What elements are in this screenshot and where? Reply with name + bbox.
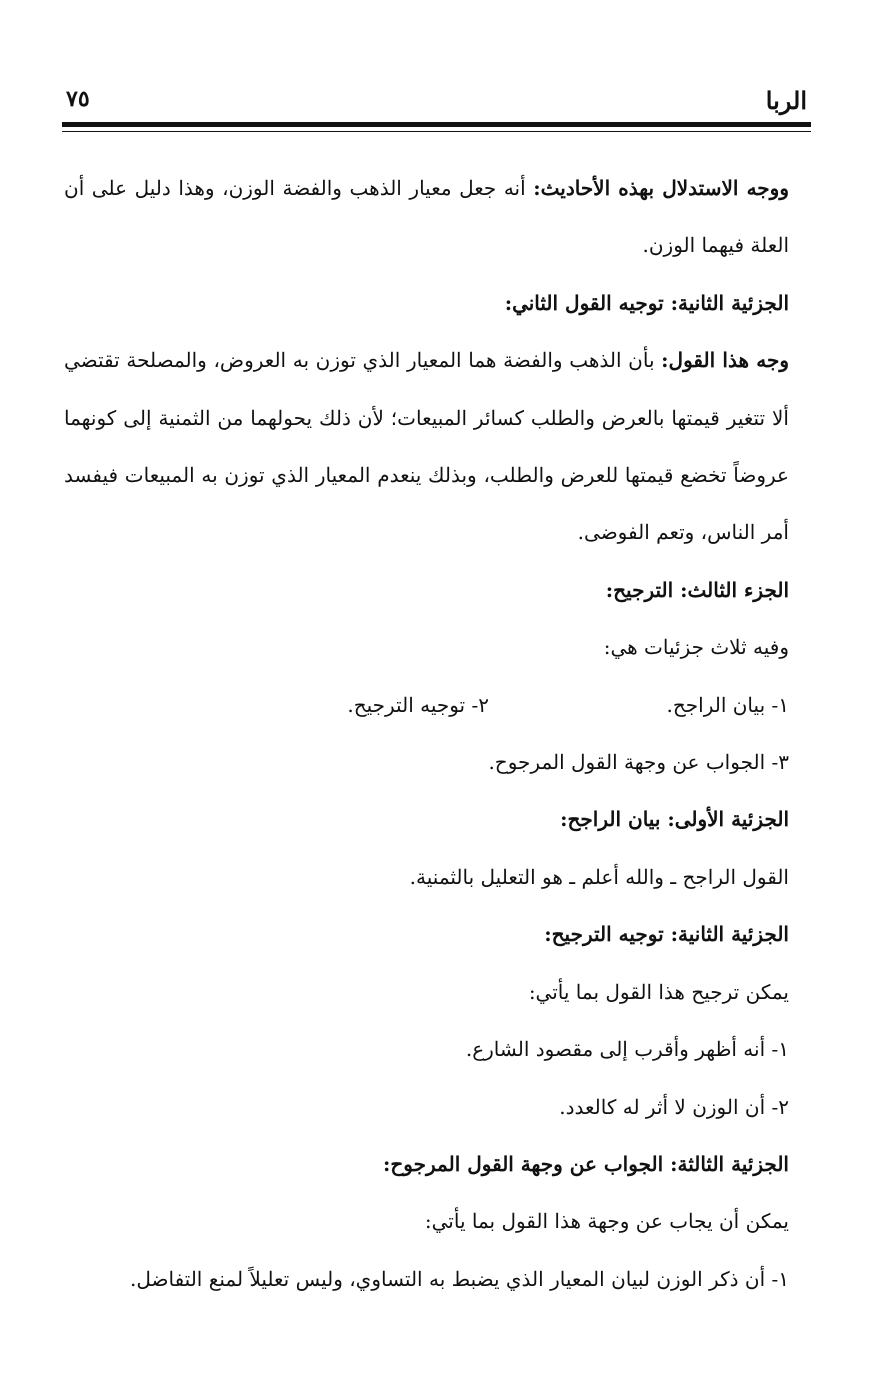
paragraph-lead: وجه هذا القول:	[661, 348, 789, 373]
list-item: ١- أنه أظهر وأقرب إلى مقصود الشارع.	[465, 1037, 789, 1062]
list-item: ١- أن ذكر الوزن لبيان المعيار الذي يضبط به التساوي، وليس تعليلاً لمنع التفاضل.	[129, 1266, 789, 1291]
page-header	[62, 86, 811, 118]
heading-second-part: الجزئية الثانية: توجيه القول الثاني:	[504, 290, 789, 315]
heading-second: الجزئية الثانية: توجيه الترجيح:	[544, 922, 789, 947]
paragraph-evidence	[64, 160, 789, 275]
list-item: ١- بيان الراجح.	[666, 692, 789, 717]
section-intro: وفيه ثلاث جزئيات هي:	[603, 635, 789, 660]
page-number: ٧٥	[66, 86, 90, 112]
running-title: الربا	[765, 86, 807, 115]
paragraph-third-intro: يمكن أن يجاب عن وجهة هذا القول بما يأتي:	[424, 1209, 789, 1234]
heading-third: الجزئية الثالثة: الجواب عن وجهة القول المرجوح:	[383, 1151, 789, 1176]
header-rule-thick	[62, 122, 811, 127]
list-item: ٣- الجواب عن وجهة القول المرجوح.	[488, 750, 789, 775]
list-item: ٢- توجيه الترجيح.	[347, 692, 489, 717]
item-row	[64, 677, 789, 734]
header-rule-thin	[62, 131, 811, 132]
list-item: ٢- أن الوزن لا أثر له كالعدد.	[559, 1094, 789, 1119]
heading-first: الجزئية الأولى: بيان الراجح:	[560, 807, 789, 832]
paragraph-rationale	[64, 332, 789, 562]
page-body	[64, 160, 789, 1308]
heading-section-three: الجزء الثالث: الترجيح:	[605, 577, 789, 602]
paragraph-second-intro: يمكن ترجيح هذا القول بما يأتي:	[528, 979, 789, 1004]
paragraph-lead: ووجه الاستدلال بهذه الأحاديث:	[533, 176, 789, 200]
paragraph-text: أنه جعل معيار الذهب والفضة الوزن، وهذا دليل على أن العلة فيهما الوزن.	[64, 176, 789, 258]
paragraph-text: بأن الذهب والفضة هما المعيار الذي توزن به العروض، والمصلحة تقتضي ألا تتغير قيمتها بالعرض والطلب كسائر المبيعات؛ لأن ذلك يحولهما من الثمنية إلى كونهما عروضاً تخضع قيمتها للعرض والطلب، وبذلك ينعدم المعيار الذي توزن به المبيعات فيفسد أمر الناس، وتعم الفوضى.	[64, 348, 789, 545]
paragraph-first: القول الراجح ـ والله أعلم ـ هو التعليل بالثمنية.	[409, 864, 789, 889]
